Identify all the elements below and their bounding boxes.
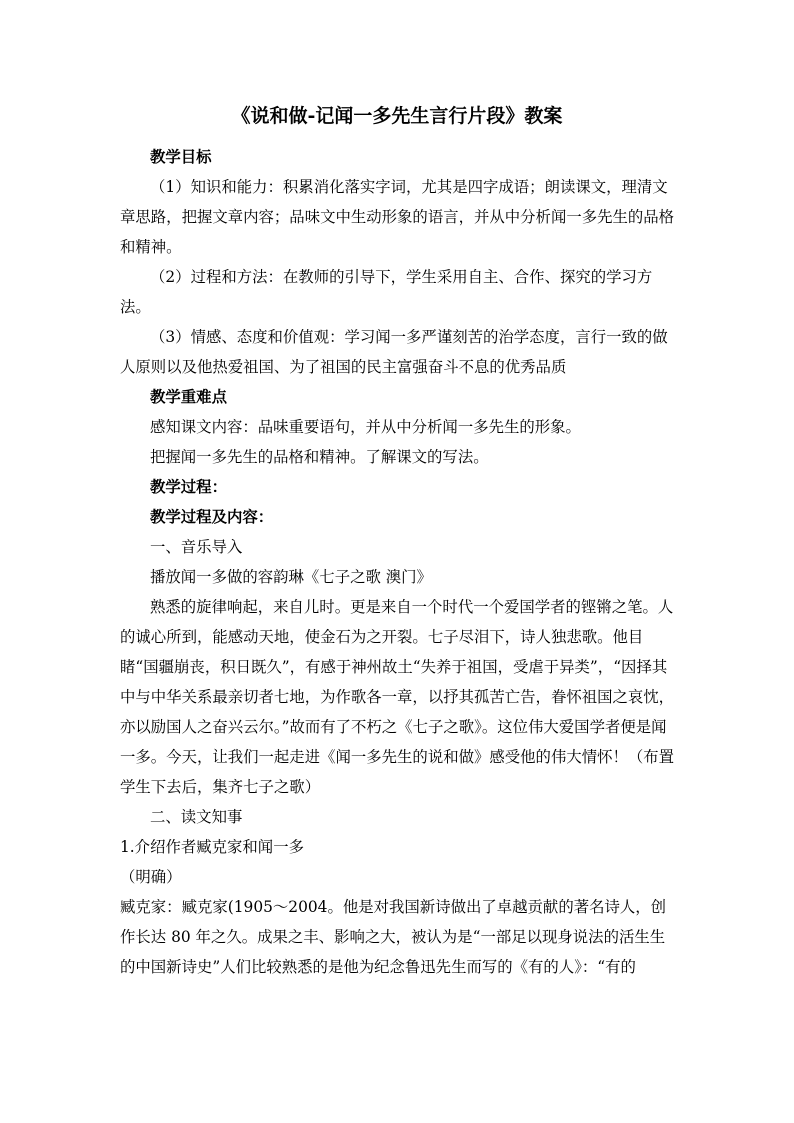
- paragraph-emotion-values: （3）情感、态度和价值观：学习闻一多严谨刻苦的治学态度，言行一致的做人原则以及他热爱祖国、为了祖国的民主富强奋斗不息的优秀品质: [120, 328, 668, 376]
- paragraph-key-point-1: 感知课文内容：品味重要语句，并从中分析闻一多先生的形象。: [150, 418, 581, 436]
- paragraph-read-text: 二、读文知事: [150, 808, 243, 826]
- paragraph-process-method: （2）过程和方法：在教师的引导下，学生采用自主、合作、探究的学习方法。: [120, 268, 653, 316]
- heading-key-points: 教学重难点: [150, 388, 227, 406]
- document-body: [120, 142, 675, 982]
- paragraph-play-song: 播放闻一多做的容韵琳《七子之歌 澳门》: [150, 568, 432, 586]
- paragraph-key-point-2: 把握闻一多先生的品格和精神。了解课文的写法。: [150, 448, 489, 466]
- heading-teaching-goals: 教学目标: [150, 148, 212, 166]
- document-title: 《说和做-记闻一多先生言行片段》教案: [231, 105, 563, 127]
- paragraph-knowledge-ability: （1）知识和能力：积累消化落实字词，尤其是四字成语；朗读课文，理清文章思路，把握文章内容；品味文中生动形象的语言，并从中分析闻一多先生的品格和精神。: [120, 178, 675, 256]
- heading-process-content: 教学过程及内容：: [150, 508, 274, 526]
- paragraph-music-intro: 一、音乐导入: [150, 538, 243, 556]
- paragraph-author-intro: 1.介绍作者臧克家和闻一多: [120, 838, 304, 856]
- heading-teaching-process: 教学过程：: [150, 478, 227, 496]
- paragraph-answer-label: （明确）: [120, 868, 182, 886]
- paragraph-zang-kejia: 臧克家：臧克家(1905～2004。他是对我国新诗做出了卓越贡献的著名诗人，创作长达 80 年之久。成果之丰、影响之大，被认为是“一部足以现身说法的活生生的中国新诗史”人们比较熟悉的是他为纪念鲁迅先生而写的《有的人》：“有的: [120, 898, 667, 976]
- paragraph-introduction-speech: 熟悉的旋律响起，来自儿时。更是来自一个时代一个爱国学者的铿锵之笔。人的诚心所到，能感动天地，使金石为之开裂。七子尽泪下，诗人独悲歌。他目睹“国疆崩丧，积日既久”，有感于神州故土“失养于祖国，受虐于异类”，“因择其中与中华关系最亲切者七地，为作歌各一章，以抒其孤苦亡告，眷怀祖国之哀忱，亦以励国人之奋兴云尔。”故而有了不朽之《七子之歌》。这位伟大爱国学者便是闻一多。今天，让我们一起走进《闻一多先生的说和做》感受他的伟大情怀！（布置学生下去后，集齐七子之歌）: [120, 598, 675, 796]
